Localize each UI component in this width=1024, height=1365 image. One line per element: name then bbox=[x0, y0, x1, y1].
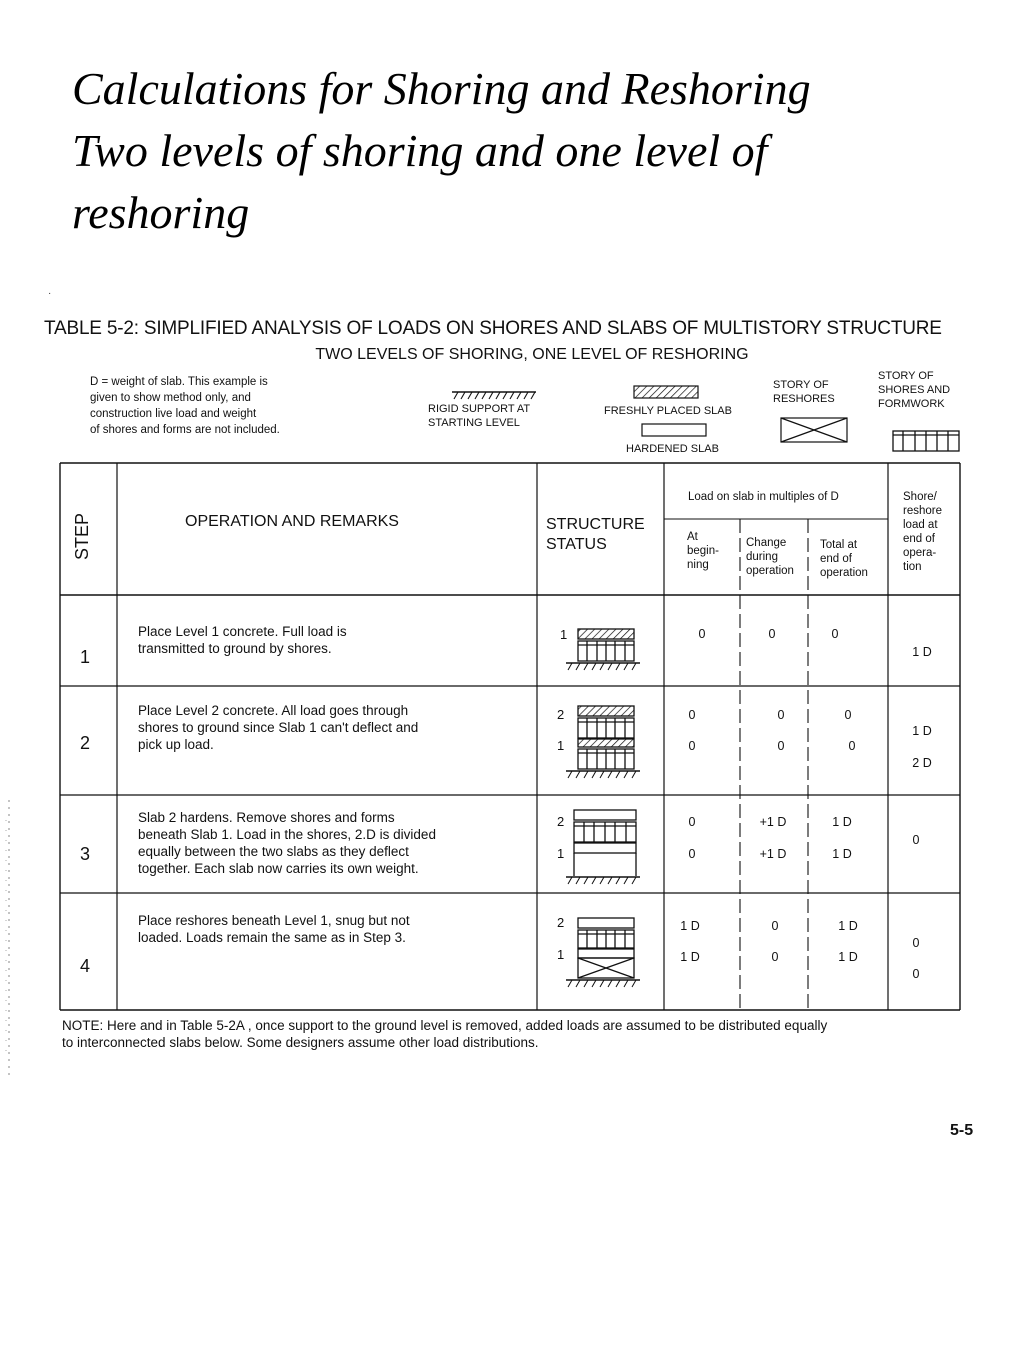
remark-line: pick up load. bbox=[138, 737, 214, 752]
remark-line: Place Level 2 concrete. All load goes through bbox=[138, 703, 409, 718]
legend-note-line: construction live load and weight bbox=[90, 408, 257, 420]
change-value: +1 D bbox=[759, 815, 787, 829]
header-line: Shore/ bbox=[903, 491, 937, 503]
table-note bbox=[62, 1017, 1012, 1051]
legend-hardened-slab-symbol bbox=[642, 424, 706, 436]
level-label: 2 bbox=[557, 915, 565, 930]
step-number: 4 bbox=[80, 956, 91, 976]
legend-story-reshores-symbol bbox=[781, 418, 847, 442]
total-value: 1 D bbox=[838, 950, 858, 964]
at-beginning-value: 0 bbox=[698, 627, 706, 641]
total-value: 1 D bbox=[832, 815, 852, 829]
page-title bbox=[72, 58, 972, 244]
remark-line: equally between the two slabs as they deflect bbox=[138, 844, 409, 859]
header-load-group: Load on slab in multiples of D bbox=[688, 491, 839, 503]
scan-edge-marks bbox=[2, 800, 16, 1080]
shore-load-value: 1 D bbox=[912, 724, 932, 738]
structure-diagram-step-3 bbox=[566, 810, 640, 884]
shore-load-value: 0 bbox=[912, 936, 920, 950]
remark-line: Slab 2 hardens. Remove shores and forms bbox=[138, 810, 395, 825]
shore-load-value: 1 D bbox=[912, 645, 932, 659]
note-line: NOTE: Here and in Table 5-2A , once support to the ground level is removed, added loads are assumed to be distributed equally bbox=[62, 1018, 828, 1033]
legend-story-shores-label bbox=[878, 369, 950, 411]
legend-fresh-slab-symbol bbox=[634, 386, 698, 398]
title-line-1: Calculations for Shoring and Reshoring bbox=[72, 63, 811, 114]
legend-rigid-support-label bbox=[428, 402, 530, 430]
scan-speck: · bbox=[48, 288, 52, 299]
total-value: 0 bbox=[831, 627, 839, 641]
at-beginning-value: 0 bbox=[688, 815, 696, 829]
total-value: 1 D bbox=[832, 847, 852, 861]
remark-line: Place Level 1 concrete. Full load is bbox=[138, 624, 347, 639]
remark-line: loaded. Loads remain the same as in Step 3. bbox=[138, 930, 406, 945]
remark-line: shores to ground since Slab 1 can't deflect and bbox=[138, 720, 419, 735]
change-value: 0 bbox=[768, 627, 776, 641]
header-line: ning bbox=[687, 559, 709, 571]
step-number: 2 bbox=[80, 733, 91, 753]
level-label: 1 bbox=[557, 738, 565, 753]
header-line: opera- bbox=[903, 547, 937, 559]
header-line: end of bbox=[903, 533, 935, 545]
at-beginning-value: 0 bbox=[688, 739, 696, 753]
header-total bbox=[820, 538, 868, 580]
header-line: end of bbox=[820, 553, 852, 565]
structure-diagram-step-2 bbox=[566, 706, 640, 778]
header-line: Change bbox=[746, 537, 787, 549]
header-structure-status bbox=[546, 515, 645, 555]
shore-load-value: 0 bbox=[912, 967, 920, 981]
legend-note-line: of shores and forms are not included. bbox=[90, 424, 280, 436]
header-change bbox=[746, 536, 794, 578]
legend-story-shores-line: SHORES AND bbox=[878, 384, 951, 396]
total-value: 0 bbox=[844, 708, 852, 722]
header-line: operation bbox=[820, 567, 868, 579]
note-line: to interconnected slabs below. Some designers assume other load distributions. bbox=[62, 1035, 539, 1050]
at-beginning-value: 0 bbox=[688, 708, 696, 722]
change-value: 0 bbox=[771, 950, 779, 964]
shore-load-value: 0 bbox=[912, 833, 920, 847]
change-value: 0 bbox=[771, 919, 779, 933]
step-remarks bbox=[138, 623, 518, 657]
level-label: 1 bbox=[557, 947, 565, 962]
change-value: +1 D bbox=[759, 847, 787, 861]
step-number: 3 bbox=[80, 844, 91, 864]
level-label: 2 bbox=[557, 707, 565, 722]
header-line: operation bbox=[746, 565, 794, 577]
title-line-2: Two levels of shoring and one level of bbox=[72, 125, 768, 176]
step-number: 1 bbox=[80, 647, 91, 667]
legend-story-reshores-line: RESHORES bbox=[773, 393, 835, 405]
header-line: load at bbox=[903, 519, 938, 531]
legend-rigid-support-line: STARTING LEVEL bbox=[428, 417, 520, 429]
legend-note bbox=[90, 374, 390, 438]
legend-story-shores-line: STORY OF bbox=[878, 370, 934, 382]
legend-fresh-slab-label: FRESHLY PLACED SLAB bbox=[604, 405, 732, 417]
at-beginning-value: 1 D bbox=[680, 919, 700, 933]
header-line: reshore bbox=[903, 505, 942, 517]
at-beginning-value: 1 D bbox=[680, 950, 700, 964]
remark-line: beneath Slab 1. Load in the shores, 2.D is divided bbox=[138, 827, 436, 842]
header-line: tion bbox=[903, 561, 922, 573]
total-value: 1 D bbox=[838, 919, 858, 933]
structure-diagram-step-1 bbox=[566, 629, 640, 670]
header-line: during bbox=[746, 551, 778, 563]
legend-story-reshores-label bbox=[773, 378, 835, 406]
level-label: 1 bbox=[557, 846, 565, 861]
legend-story-shores-symbol bbox=[893, 431, 959, 451]
header-shore-load bbox=[903, 490, 942, 574]
header-step: STEP bbox=[72, 512, 92, 560]
legend-note-line: D = weight of slab. This example is bbox=[90, 376, 268, 388]
at-beginning-value: 0 bbox=[688, 847, 696, 861]
step-remarks bbox=[138, 912, 518, 946]
header-line: At bbox=[687, 531, 698, 543]
header-operation: OPERATION AND REMARKS bbox=[185, 513, 399, 530]
change-value: 0 bbox=[777, 708, 785, 722]
total-value: 0 bbox=[848, 739, 856, 753]
header-structure-line: STATUS bbox=[546, 536, 607, 553]
legend-story-reshores-line: STORY OF bbox=[773, 379, 829, 391]
header-structure-line: STRUCTURE bbox=[546, 516, 645, 533]
structure-diagram-step-4 bbox=[566, 918, 640, 987]
remark-line: transmitted to ground by shores. bbox=[138, 641, 332, 656]
step-remarks bbox=[138, 702, 518, 753]
header-line: begin- bbox=[687, 545, 719, 557]
table-title: TABLE 5-2: SIMPLIFIED ANALYSIS OF LOADS ON SHORES AND SLABS OF MULTISTORY STRUCTURE bbox=[44, 318, 942, 339]
title-line-3: reshoring bbox=[72, 187, 250, 238]
legend-rigid-support-line: RIGID SUPPORT AT bbox=[428, 403, 531, 415]
remark-line: together. Each slab now carries its own weight. bbox=[138, 861, 419, 876]
level-label: 2 bbox=[557, 814, 565, 829]
header-at-beginning bbox=[687, 530, 719, 572]
remark-line: Place reshores beneath Level 1, snug but not bbox=[138, 913, 410, 928]
legend-story-shores-line: FORMWORK bbox=[878, 398, 945, 410]
step-remarks bbox=[138, 809, 518, 877]
shore-load-value: 2 D bbox=[912, 756, 932, 770]
page-number: 5-5 bbox=[950, 1122, 974, 1139]
change-value: 0 bbox=[777, 739, 785, 753]
legend-note-line: given to show method only, and bbox=[90, 392, 251, 404]
legend-rigid-support-symbol bbox=[452, 392, 536, 399]
legend-hardened-slab-label: HARDENED SLAB bbox=[626, 443, 719, 455]
table-subtitle: TWO LEVELS OF SHORING, ONE LEVEL OF RESHORING bbox=[315, 346, 749, 363]
header-line: Total at bbox=[820, 539, 858, 551]
level-label: 1 bbox=[560, 627, 568, 642]
